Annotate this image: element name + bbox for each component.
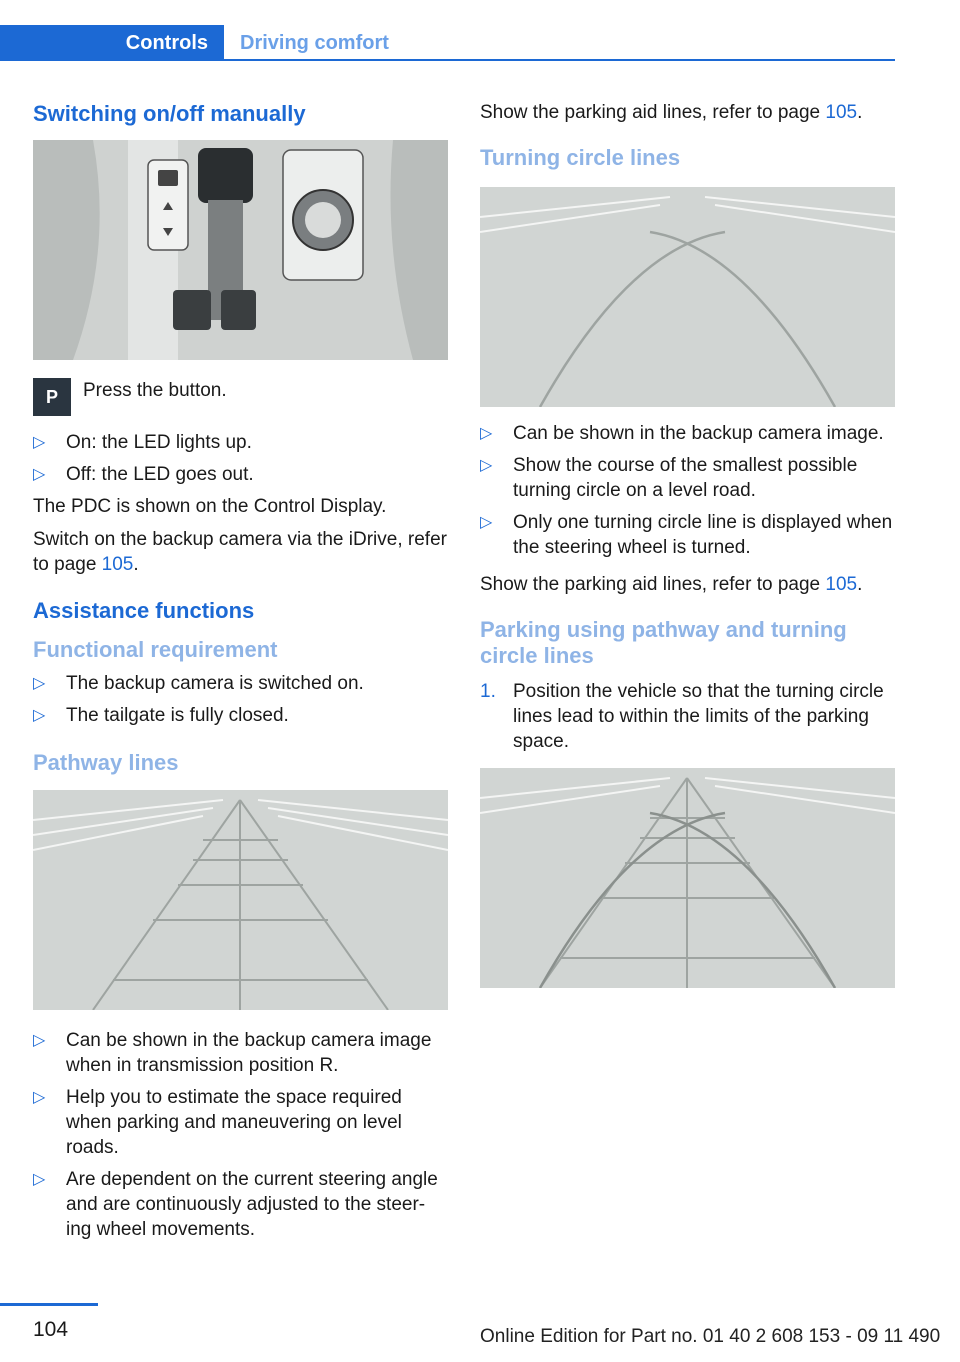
- list-item: [480, 421, 895, 446]
- heading-parking: Parking using pathway and turning circle lines: [480, 617, 847, 668]
- press-button-text: Press the button.: [83, 380, 227, 401]
- list-item-text: The backup camera is switched on.: [66, 673, 364, 694]
- list-item-text: Can be shown in the backup camera image.: [513, 423, 884, 444]
- bullet-icon: ▷: [33, 1032, 46, 1049]
- show-parking-aid-text: [480, 100, 895, 125]
- bullet-icon: ▷: [33, 707, 46, 724]
- tab-controls-label: Controls: [125, 31, 208, 54]
- step-number: 1.: [480, 681, 496, 702]
- tab-driving-comfort[interactable]: [240, 25, 389, 61]
- heading-turning-circle: Turning circle lines: [480, 145, 681, 170]
- right-column: [480, 100, 895, 1000]
- page-number: 104: [33, 1318, 69, 1341]
- press-button-row: [33, 378, 448, 416]
- list-item-text: On: the LED lights up.: [66, 432, 252, 453]
- list-item: [33, 1028, 448, 1078]
- heading-pathway: Pathway lines: [33, 750, 179, 775]
- list-item-text: Can be shown in the backup camera image when in transmission position R.: [66, 1030, 432, 1076]
- heading-requirement: Functional requirement: [33, 637, 278, 662]
- bullet-icon: ▷: [480, 425, 493, 442]
- step-text: Position the vehicle so that the turning circle lines lead to within the limits of the parking space.: [513, 681, 884, 752]
- backup-camera-text: [33, 527, 448, 577]
- text: Show the parking aid lines, refer to page: [480, 102, 826, 123]
- gear-selector-image: [33, 140, 448, 360]
- left-column: [33, 100, 448, 1249]
- pdc-display-text: The PDC is shown on the Control Display.: [33, 496, 387, 517]
- list-item-text: The tailgate is fully closed.: [66, 705, 289, 726]
- list-item-text: Show the course of the smallest possible turning circle on a level road.: [513, 455, 858, 501]
- list-item-text: Off: the LED goes out.: [66, 464, 254, 485]
- list-item: [33, 430, 448, 455]
- section-title-switching: Switching on/off manually: [33, 101, 306, 126]
- page-link[interactable]: 105: [101, 554, 134, 575]
- bullet-icon: ▷: [480, 514, 493, 531]
- list-item-text: Are dependent on the current steering angle and are continuously adjusted to the steer-ing wheel movements.: [66, 1169, 438, 1240]
- header-rule: [224, 59, 895, 61]
- bullet-icon: ▷: [33, 466, 46, 483]
- list-item-text: Only one turning circle line is displayed when the steering wheel is turned.: [513, 512, 893, 558]
- requirement-list: [33, 671, 448, 728]
- text: Show the parking aid lines, refer to page: [480, 574, 826, 595]
- state-list: [33, 430, 448, 487]
- turning-list: [480, 421, 895, 560]
- tab-controls[interactable]: [0, 25, 224, 61]
- parking-steps: [480, 679, 895, 754]
- show-parking-aid-text-2: [480, 572, 895, 597]
- bullet-icon: ▷: [33, 675, 46, 692]
- step-item: [480, 679, 895, 754]
- bullet-icon: ▷: [33, 1089, 46, 1106]
- page-link[interactable]: 105: [825, 102, 858, 123]
- turning-circle-image: [480, 187, 895, 407]
- list-item: [33, 671, 448, 696]
- text: .: [857, 102, 863, 123]
- heading-assistance: Assistance functions: [33, 598, 255, 623]
- list-item: [33, 462, 448, 487]
- pdc-button-icon: P: [33, 378, 71, 416]
- tab-driving-comfort-label: Driving comfort: [240, 32, 389, 54]
- list-item: [33, 703, 448, 728]
- pathway-lines-image: [33, 790, 448, 1010]
- text: .: [133, 554, 139, 575]
- bullet-icon: ▷: [33, 434, 46, 451]
- list-item: [480, 453, 895, 503]
- list-item: [480, 510, 895, 560]
- header-tabbar: [0, 25, 895, 61]
- bullet-icon: ▷: [33, 1171, 46, 1188]
- list-item: [33, 1085, 448, 1160]
- page-link[interactable]: 105: [825, 574, 858, 595]
- list-item: [33, 1167, 448, 1242]
- text: .: [857, 574, 863, 595]
- list-item-text: Help you to estimate the space required when parking and maneuvering on level roads.: [66, 1087, 402, 1158]
- edition-text: Online Edition for Part no. 01 40 2 608 153 - 09 11 490: [480, 1326, 941, 1347]
- text: Switch on the backup camera via the iDrive, refer to page: [33, 529, 447, 575]
- parking-lines-image: [480, 768, 895, 988]
- footer-rule: [0, 1303, 98, 1306]
- pathway-list: [33, 1028, 448, 1242]
- bullet-icon: ▷: [480, 457, 493, 474]
